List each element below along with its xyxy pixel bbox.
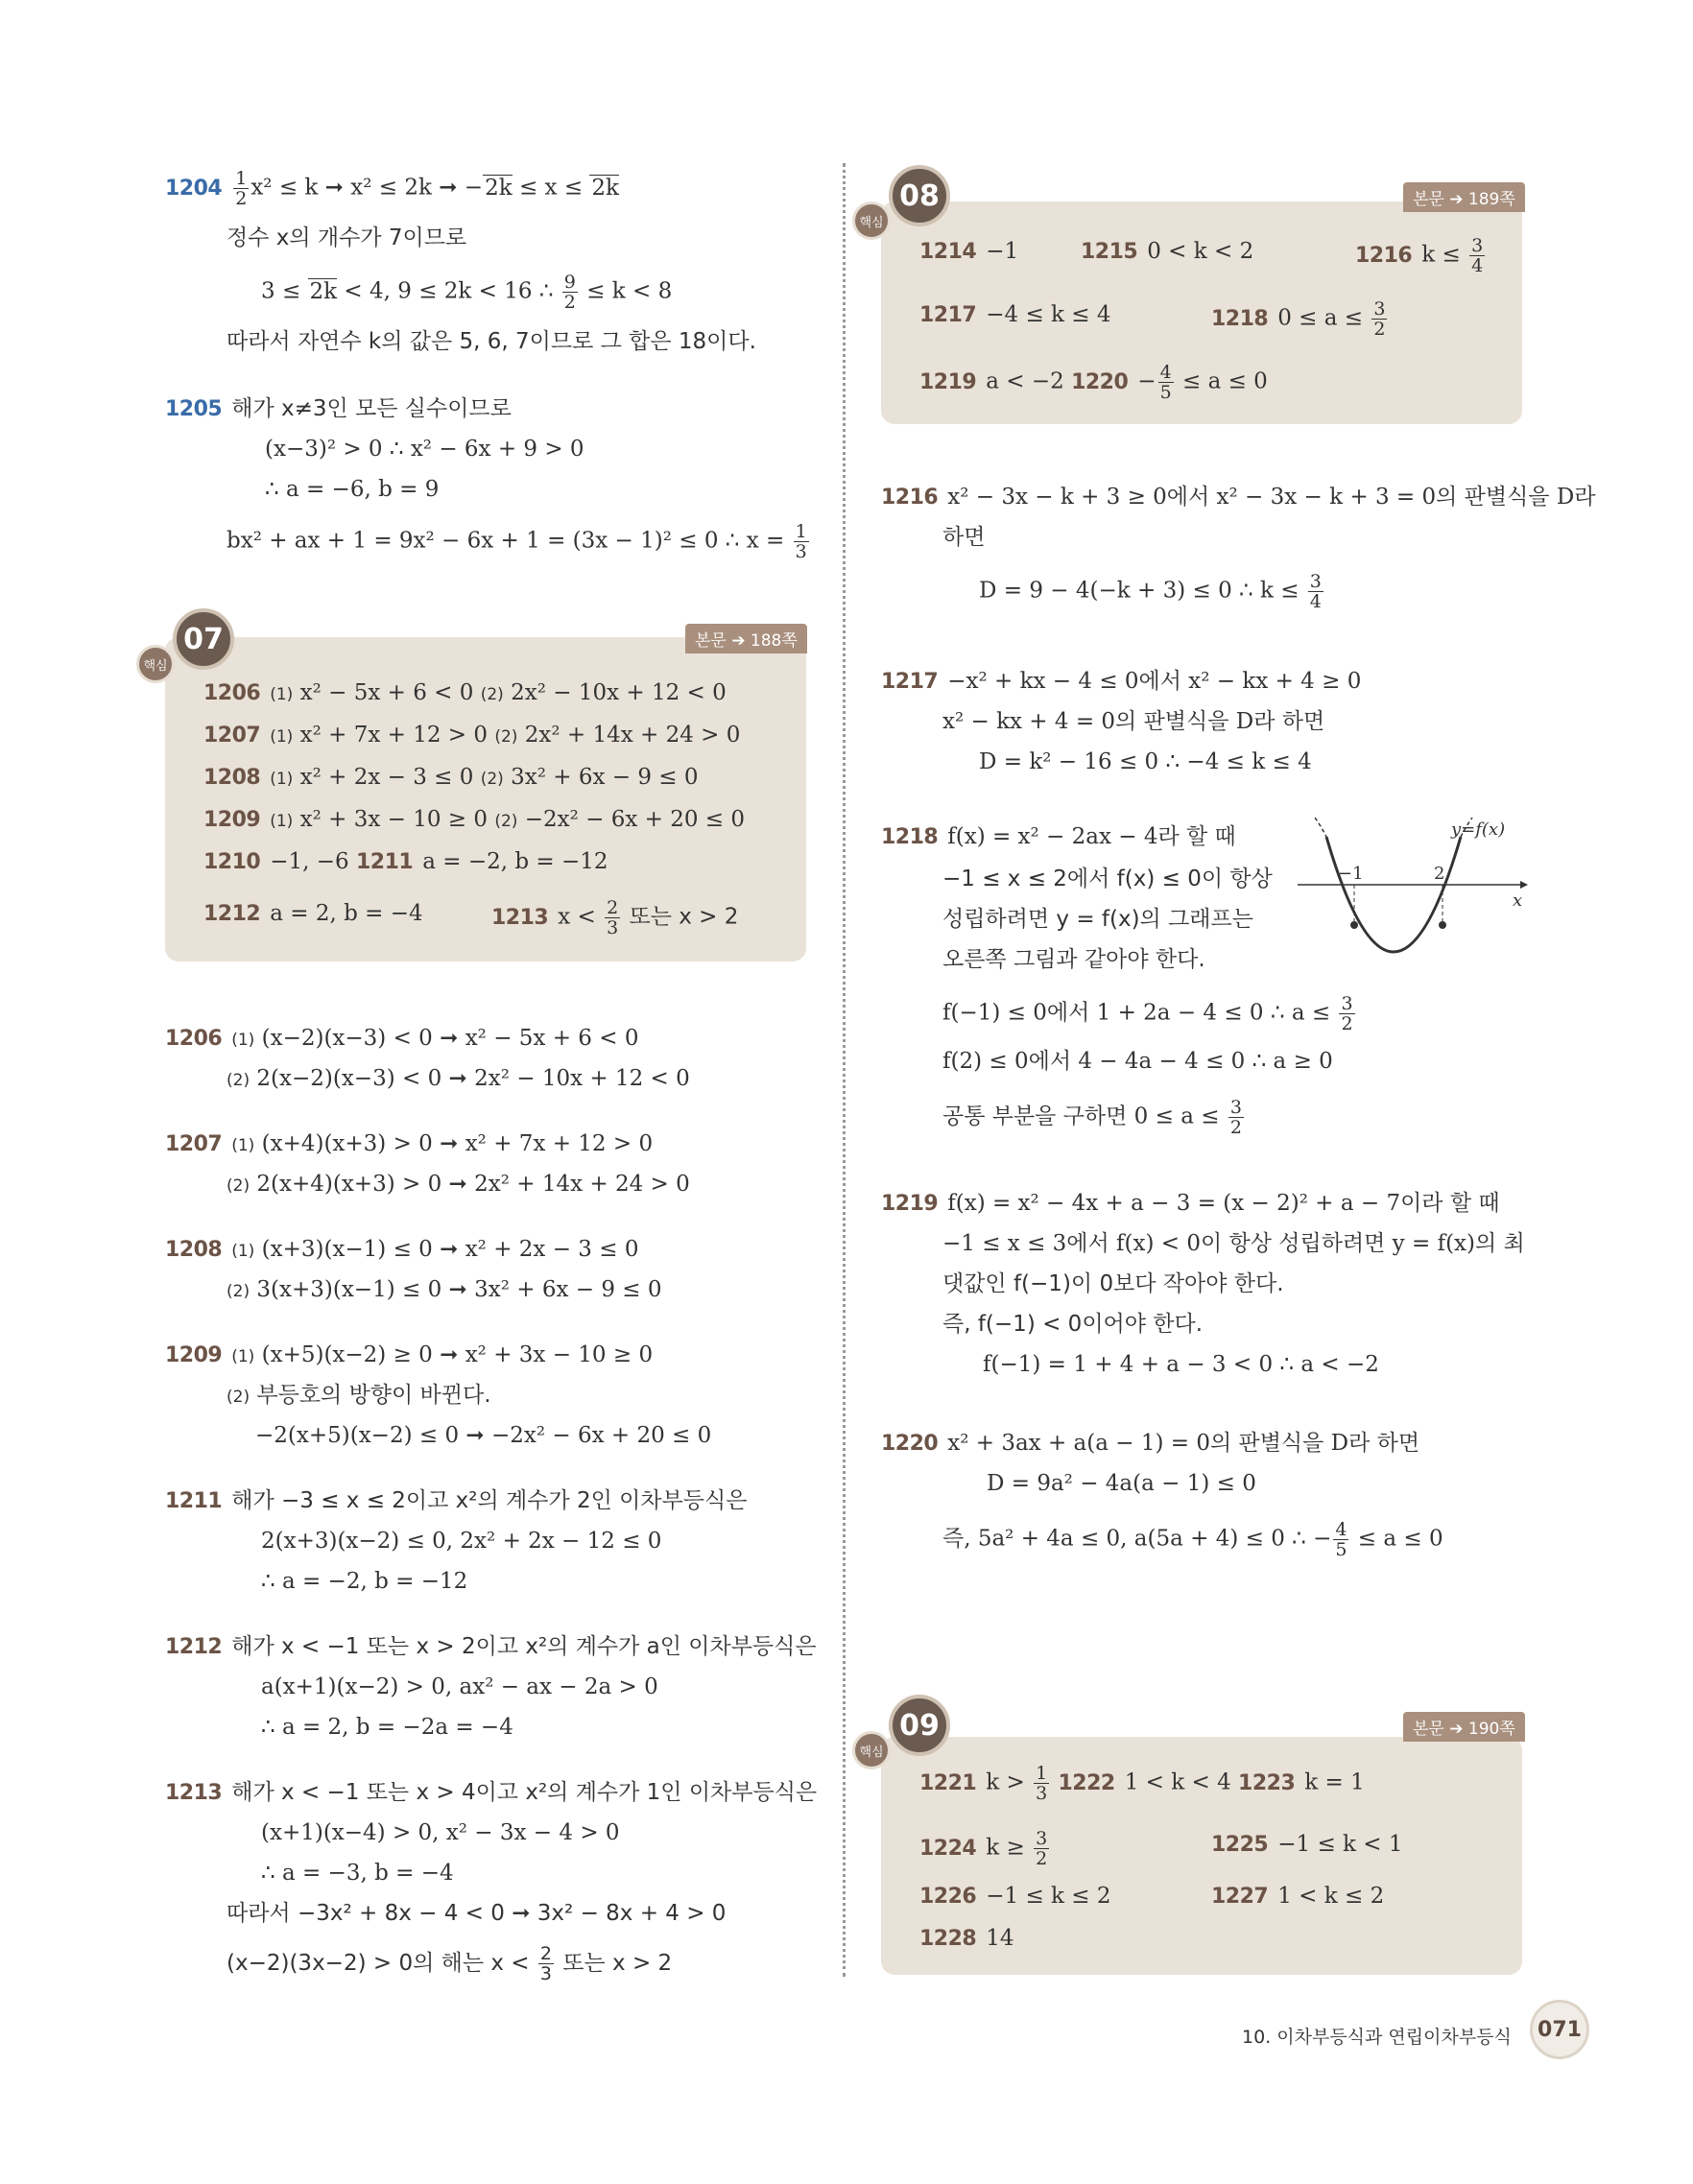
point-right	[1439, 921, 1446, 929]
section-badge-07: 07	[173, 608, 234, 670]
fraction: $\frac{1}{2}$	[235, 168, 248, 209]
answer-1218: 1218 0 ≤ a ≤ $\frac{3}{2}$	[1211, 298, 1386, 340]
problem-1209-line1: 1209 (1) (x+5)(x−2) ≥ 0 ➞ x² + 3x − 10 ≥ 0	[165, 1342, 654, 1367]
x-axis-label: x	[1513, 890, 1523, 911]
problem-1219-line4: 즉, f(−1) < 0이어야 한다.	[942, 1312, 1204, 1337]
answer-1214: 1214 −1	[919, 239, 1019, 264]
problem-1204-line3: 3 ≤ 2k < 4, 9 ≤ 2k < 16 ∴ $\frac{9}{2}$ ≤ k < 8	[261, 272, 673, 313]
curve-label: y=f(x)	[1451, 819, 1506, 840]
curve-extension-left	[1315, 818, 1326, 837]
problem-1212-line3: ∴ a = 2, b = −2a = −4	[261, 1715, 513, 1740]
problem-1213-line4: 따라서 −3x² + 8x − 4 < 0 ➞ 3x² − 8x + 4 > 0	[227, 1901, 727, 1926]
problem-1220-line2: D = 9a² − 4a(a − 1) ≤ 0	[987, 1471, 1256, 1496]
problem-1211-line3: ∴ a = −2, b = −12	[261, 1569, 468, 1594]
problem-1218-line1: 1218 f(x) = x² − 2ax − 4라 할 때	[881, 824, 1236, 849]
page-number: 071	[1530, 2000, 1589, 2059]
problem-1217-line1: 1217 −x² + kx − 4 ≤ 0에서 x² − kx + 4 ≥ 0	[881, 669, 1362, 694]
problem-1218-line2: −1 ≤ x ≤ 2에서 f(x) ≤ 0이 항상	[942, 866, 1273, 891]
problem-1220-line1: 1220 x² + 3ax + a(a − 1) = 0의 판별식을 D라 하면	[881, 1431, 1420, 1456]
point-left	[1350, 921, 1358, 929]
problem-1219-line5: f(−1) = 1 + 4 + a − 3 < 0 ∴ a < −2	[983, 1352, 1379, 1377]
page-reference-189[interactable]: 본문 ➔ 189쪽	[1403, 182, 1525, 212]
page-reference-188[interactable]: 본문 ➔ 188쪽	[685, 624, 807, 653]
answer-1228: 1228 14	[919, 1926, 1014, 1951]
core-tag: 핵심	[136, 645, 175, 683]
chapter-title: 10. 이차부등식과 연립이차부등식	[1242, 2027, 1512, 2048]
problem-1212-line2: a(x+1)(x−2) > 0, ax² − ax − 2a > 0	[261, 1674, 658, 1699]
answer-1206: 1206 (1) x² − 5x + 6 < 0 (2) 2x² − 10x + 12 < 0	[203, 680, 727, 705]
parabola-curve	[1326, 837, 1461, 952]
problem-1217-line2: x² − kx + 4 = 0의 판별식을 D라 하면	[942, 709, 1325, 734]
problem-1213-line3: ∴ a = −3, b = −4	[261, 1861, 454, 1886]
problem-1219-line2: −1 ≤ x ≤ 3에서 f(x) < 0이 항상 성립하려면 y = f(x)의 최	[942, 1231, 1525, 1256]
tick-label-right: 2	[1434, 864, 1445, 884]
problem-1216-line2: 하면	[942, 525, 986, 550]
answer-1207: 1207 (1) x² + 7x + 12 > 0 (2) 2x² + 14x + 24 > 0	[203, 723, 741, 748]
core-tag: 핵심	[852, 202, 891, 240]
problem-1205-line2: (x−3)² > 0 ∴ x² − 6x + 9 > 0	[265, 437, 584, 462]
problem-1218-line5: f(−1) ≤ 0에서 1 + 2a − 4 ≤ 0 ∴ a ≤ $\frac{3}{2}$	[942, 993, 1353, 1034]
problem-1218-line7: 공통 부분을 구하면 0 ≤ a ≤ $\frac{3}{2}$	[942, 1097, 1242, 1138]
problem-1209-line3: −2(x+5)(x−2) ≤ 0 ➞ −2x² − 6x + 20 ≤ 0	[255, 1423, 712, 1448]
problem-1213-line5: (x−2)(3x−2) > 0의 해는 x < $\frac{2}{3}$ 또는 x > 2	[227, 1943, 673, 1984]
problem-1218-line4: 오른쪽 그림과 같아야 한다.	[942, 947, 1205, 972]
problem-1207-line2: (2) 2(x+4)(x+3) > 0 ➞ 2x² + 14x + 24 > 0	[227, 1172, 690, 1197]
problem-1204-line1: 1204 $\frac{1}{2}$ x² ≤ k ➞ x² ≤ 2k ➞ −2k ≤ x ≤ 2k	[165, 168, 619, 209]
answer-1219-1220: 1219 a < −2 1220 − $\frac{4}{5}$ ≤ a ≤ 0	[919, 362, 1268, 403]
answer-1226: 1226 −1 ≤ k ≤ 2	[919, 1884, 1111, 1909]
tick-label-left: −1	[1338, 864, 1364, 884]
problem-1217-line3: D = k² − 16 ≤ 0 ∴ −4 ≤ k ≤ 4	[979, 749, 1312, 774]
problem-1205-line1: 1205 해가 x≠3인 모든 실수이므로	[165, 396, 512, 421]
core-tag: 핵심	[852, 1731, 891, 1769]
problem-1208-line2: (2) 3(x+3)(x−1) ≤ 0 ➞ 3x² + 6x − 9 ≤ 0	[227, 1277, 662, 1302]
problem-1204-line2: 정수 x의 개수가 7이므로	[227, 226, 467, 250]
x-axis-arrow	[1520, 881, 1528, 889]
answer-1217: 1217 −4 ≤ k ≤ 4	[919, 302, 1111, 327]
answer-1212: 1212 a = 2, b = −4	[203, 901, 423, 926]
problem-1219-line3: 댓값인 f(−1)이 0보다 작아야 한다.	[942, 1271, 1284, 1296]
answer-1208: 1208 (1) x² + 2x − 3 ≤ 0 (2) 3x² + 6x − 9 ≤ 0	[203, 765, 699, 790]
problem-1213-line1: 1213 해가 x < −1 또는 x > 4이고 x²의 계수가 1인 이차부등식은	[165, 1780, 818, 1805]
column-divider	[843, 163, 846, 1977]
answer-1210-1211: 1210 −1, −6 1211 a = −2, b = −12	[203, 849, 608, 874]
problem-1211-line2: 2(x+3)(x−2) ≤ 0, 2x² + 2x − 12 ≤ 0	[261, 1529, 662, 1554]
answer-1224: 1224 k ≥ $\frac{3}{2}$	[919, 1828, 1048, 1869]
parabola-graph	[1298, 818, 1528, 990]
answer-1209: 1209 (1) x² + 3x − 10 ≥ 0 (2) −2x² − 6x + 20 ≤ 0	[203, 807, 746, 832]
problem-1216-line3: D = 9 − 4(−k + 3) ≤ 0 ∴ k ≤ $\frac{3}{4}$	[979, 571, 1322, 612]
answer-1213: 1213 x < $\frac{2}{3}$ 또는 x > 2	[491, 897, 739, 938]
problem-1207-line1: 1207 (1) (x+4)(x+3) > 0 ➞ x² + 7x + 12 > 0	[165, 1131, 654, 1156]
answer-1227: 1227 1 < k ≤ 2	[1211, 1884, 1385, 1909]
section-badge-09: 09	[889, 1695, 950, 1756]
problem-1212-line1: 1212 해가 x < −1 또는 x > 2이고 x²의 계수가 a인 이차부등식은	[165, 1634, 817, 1659]
answer-1221-1223: 1221 k > $\frac{1}{3}$ 1222 1 < k < 4 1223 k = 1	[919, 1763, 1365, 1804]
problem-1209-line2: (2) 부등호의 방향이 바뀐다.	[227, 1383, 491, 1408]
problem-1205-line4: bx² + ax + 1 = 9x² − 6x + 1 = (3x − 1)² ≤ 0 ∴ x = $\frac{1}{3}$	[227, 521, 807, 562]
problem-1218-line3: 성립하려면 y = f(x)의 그래프는	[942, 907, 1253, 932]
problem-1208-line1: 1208 (1) (x+3)(x−1) ≤ 0 ➞ x² + 2x − 3 ≤ 0	[165, 1237, 639, 1262]
answer-1225: 1225 −1 ≤ k < 1	[1211, 1832, 1403, 1857]
problem-1204-line4: 따라서 자연수 k의 값은 5, 6, 7이므로 그 합은 18이다.	[227, 329, 756, 354]
problem-1219-line1: 1219 f(x) = x² − 4x + a − 3 = (x − 2)² + a − 7이라 할 때	[881, 1191, 1500, 1216]
problem-1211-line1: 1211 해가 −3 ≤ x ≤ 2이고 x²의 계수가 2인 이차부등식은	[165, 1488, 748, 1513]
problem-1220-line3: 즉, 5a² + 4a ≤ 0, a(5a + 4) ≤ 0 ∴ − $\frac{4}{5}$ ≤ a ≤ 0	[942, 1519, 1443, 1560]
problem-1205-line3: ∴ a = −6, b = 9	[265, 477, 440, 502]
answer-1215: 1215 0 < k < 2	[1081, 239, 1254, 264]
section-badge-08: 08	[889, 165, 950, 226]
answer-1216: 1216 k ≤ $\frac{3}{4}$	[1355, 235, 1484, 276]
problem-1218-line6: f(2) ≤ 0에서 4 − 4a − 4 ≤ 0 ∴ a ≥ 0	[942, 1049, 1333, 1074]
problem-1206-line1: 1206 (1) (x−2)(x−3) < 0 ➞ x² − 5x + 6 < 0	[165, 1026, 639, 1051]
problem-1216-line1: 1216 x² − 3x − k + 3 ≥ 0에서 x² − 3x − k + 3 = 0의 판별식을 D라	[881, 485, 1596, 510]
problem-1206-line2: (2) 2(x−2)(x−3) < 0 ➞ 2x² − 10x + 12 < 0	[227, 1066, 690, 1091]
problem-1213-line2: (x+1)(x−4) > 0, x² − 3x − 4 > 0	[261, 1820, 620, 1845]
page-reference-190[interactable]: 본문 ➔ 190쪽	[1403, 1712, 1525, 1742]
